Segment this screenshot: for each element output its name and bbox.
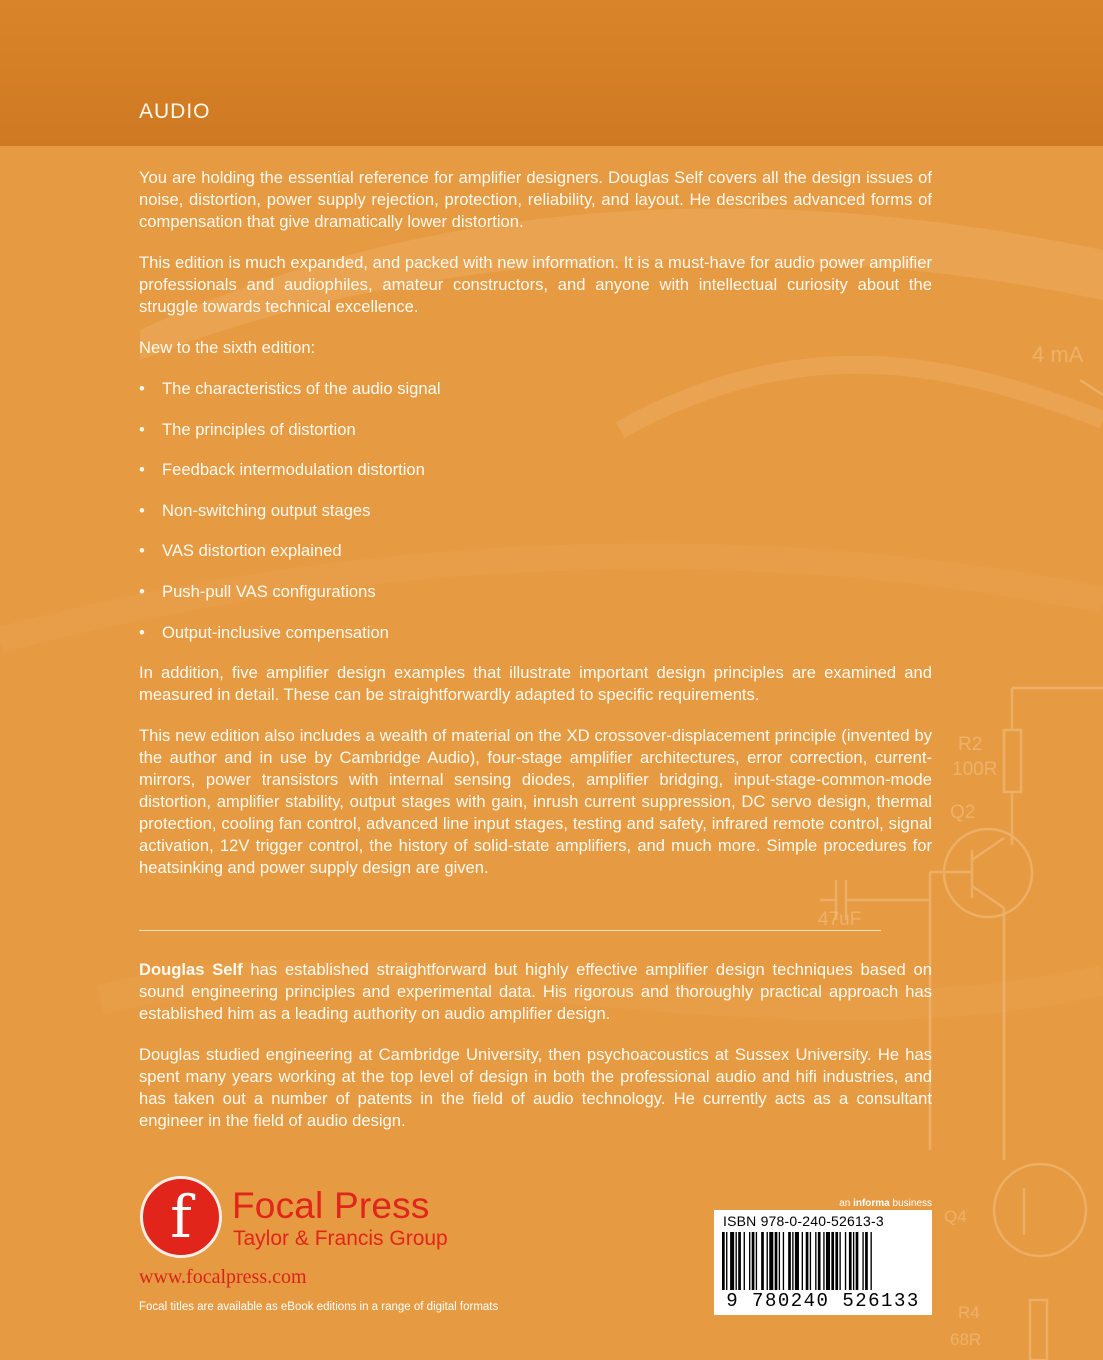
barcode-bar bbox=[795, 1232, 799, 1290]
bullet-icon: • bbox=[139, 460, 145, 480]
informa-tagline: an informa business bbox=[839, 1198, 932, 1209]
barcode-bar bbox=[853, 1232, 854, 1290]
new-edition-heading: New to the sixth edition: bbox=[139, 338, 316, 357]
main-description bbox=[139, 167, 932, 898]
barcode-bar bbox=[736, 1232, 737, 1290]
list-item: • Push-pull VAS configurations bbox=[139, 581, 376, 601]
label-68r: 68R bbox=[950, 1330, 982, 1349]
logo-letter: f bbox=[170, 1183, 192, 1251]
intro-paragraph-2: This edition is much expanded, and packed with new information. It is a must-have for audio power amplifier professionals and audiophiles, amateur constructors, and anyone with intellectual curiosity about the struggle towards technical excellence. bbox=[139, 253, 932, 316]
barcode-bar bbox=[871, 1232, 872, 1290]
barcode-bar bbox=[730, 1232, 734, 1290]
label-100r: 100R bbox=[952, 759, 998, 780]
list-item: • Non-switching output stages bbox=[139, 500, 371, 520]
barcode-bar bbox=[767, 1232, 768, 1290]
feature-list bbox=[139, 378, 932, 644]
publisher-name: Focal Press bbox=[232, 1185, 430, 1226]
barcode-bar bbox=[779, 1232, 780, 1290]
bio-paragraph-2: Douglas studied engineering at Cambridge University, then psychoacoustics at Sussex University. He has spent many years working at the top level of design in both the professional audio and hifi industries, and has taken out a number of patents in the field of audio technology. He currently acts as a consultant engineer in the field of audio design. bbox=[139, 1045, 932, 1130]
barcode-bar bbox=[849, 1232, 852, 1290]
list-item: • Output-inclusive compensation bbox=[139, 622, 389, 642]
label-47uf: 47uF bbox=[818, 909, 862, 930]
barcode-bar bbox=[818, 1232, 821, 1290]
barcode-bar bbox=[792, 1232, 793, 1290]
label-q4: Q4 bbox=[944, 1207, 967, 1226]
barcode-bar bbox=[775, 1232, 778, 1290]
focal-press-logo bbox=[140, 1176, 222, 1258]
list-item: • Feedback intermodulation distortion bbox=[139, 460, 425, 480]
barcode-bar bbox=[783, 1232, 784, 1290]
bio-paragraph-1: Douglas Self has established straightforward but highly effective amplifier design techniques based on sound engineering principles and experimental data. His rigorous and thoroughly practical approach has established him as a leading authority on audio amplifier design. bbox=[139, 960, 932, 1023]
category-title: AUDIO bbox=[139, 100, 211, 123]
header-band bbox=[0, 0, 1103, 146]
bullet-icon: • bbox=[139, 581, 145, 601]
barcode-bar bbox=[756, 1232, 757, 1290]
barcode-bar bbox=[806, 1232, 809, 1290]
list-item: • The principles of distortion bbox=[139, 419, 356, 439]
barcode-bar bbox=[835, 1232, 838, 1290]
barcode-bar bbox=[815, 1232, 816, 1290]
label-r2: R2 bbox=[958, 734, 983, 755]
barcode-bar bbox=[862, 1232, 863, 1290]
barcode-bars bbox=[714, 1232, 932, 1294]
publisher-url[interactable]: www.focalpress.com bbox=[139, 1266, 307, 1288]
barcode-bar bbox=[802, 1232, 803, 1290]
barcode-bar bbox=[752, 1232, 755, 1290]
barcode-bar bbox=[761, 1232, 764, 1290]
barcode-bar bbox=[823, 1232, 824, 1290]
isbn-number: ISBN 978-0-240-52613-3 bbox=[723, 1213, 884, 1229]
intro-paragraph-1: You are holding the essential reference for amplifier designers. Douglas Self covers all the design issues of noise, distortion, power supply rejection, protection, reliability, and layout. He describes advanced forms of compensation that give dramatically lower distortion. bbox=[139, 168, 932, 231]
bullet-icon: • bbox=[139, 622, 145, 642]
barcode-bar bbox=[831, 1232, 834, 1290]
barcode-bar bbox=[826, 1232, 830, 1290]
barcode-bar bbox=[845, 1232, 846, 1290]
bullet-icon: • bbox=[139, 419, 145, 439]
label-q2: Q2 bbox=[950, 802, 976, 823]
bullet-icon: • bbox=[139, 379, 145, 398]
author-name: Douglas Self bbox=[139, 960, 243, 979]
barcode-bar bbox=[839, 1232, 840, 1290]
barcode-bar bbox=[726, 1232, 727, 1290]
barcode-bar bbox=[769, 1232, 773, 1290]
barcode-bar bbox=[856, 1232, 859, 1290]
details-paragraph-2: This new edition also includes a wealth of material on the XD crossover-displacement principle (invented by the author and in use by Cambridge Audio), four-stage amplifier architectures, error correction, current-mirrors, power transistors with internal sensing diodes, amplifier bridging, input-stage-common-mode distortion, amplifier stability, output stages with gain, inrush current suppression, DC servo design, thermal protection, cooling fan control, advanced line input stages, testing and safety, infrared remote control, signal activation, 12V trigger control, the history of solid-state amplifiers, and much more. Simple procedures for heatsinking and power supply design are given. bbox=[139, 726, 932, 878]
publisher-group: Taylor & Francis Group bbox=[233, 1227, 448, 1250]
barcode-bar bbox=[722, 1232, 725, 1290]
barcode-bar bbox=[788, 1232, 791, 1290]
author-bio bbox=[139, 959, 932, 1151]
barcode-bar bbox=[749, 1232, 750, 1290]
section-divider bbox=[139, 930, 881, 931]
list-item: • The characteristics of the audio signal bbox=[139, 379, 441, 398]
bullet-icon: • bbox=[139, 500, 145, 520]
details-paragraph-1: In addition, five amplifier design examples that illustrate important design principles are examined and measured in detail. These can be straightforwardly adapted to specific requirements. bbox=[139, 663, 932, 705]
list-item: • VAS distortion explained bbox=[139, 541, 342, 561]
barcode-bar bbox=[865, 1232, 868, 1290]
label-4ma: 4 mA bbox=[1032, 342, 1084, 367]
barcode-bar bbox=[810, 1232, 811, 1290]
label-r4: R4 bbox=[958, 1303, 980, 1322]
ebook-note: Focal titles are available as eBook editions in a range of digital formats bbox=[139, 1301, 499, 1313]
bullet-icon: • bbox=[139, 541, 145, 561]
barcode-digits: 9 780240 526133 bbox=[726, 1290, 920, 1312]
barcode-bar bbox=[738, 1232, 741, 1290]
barcode-bar bbox=[744, 1232, 745, 1290]
isbn-barcode bbox=[714, 1210, 932, 1315]
